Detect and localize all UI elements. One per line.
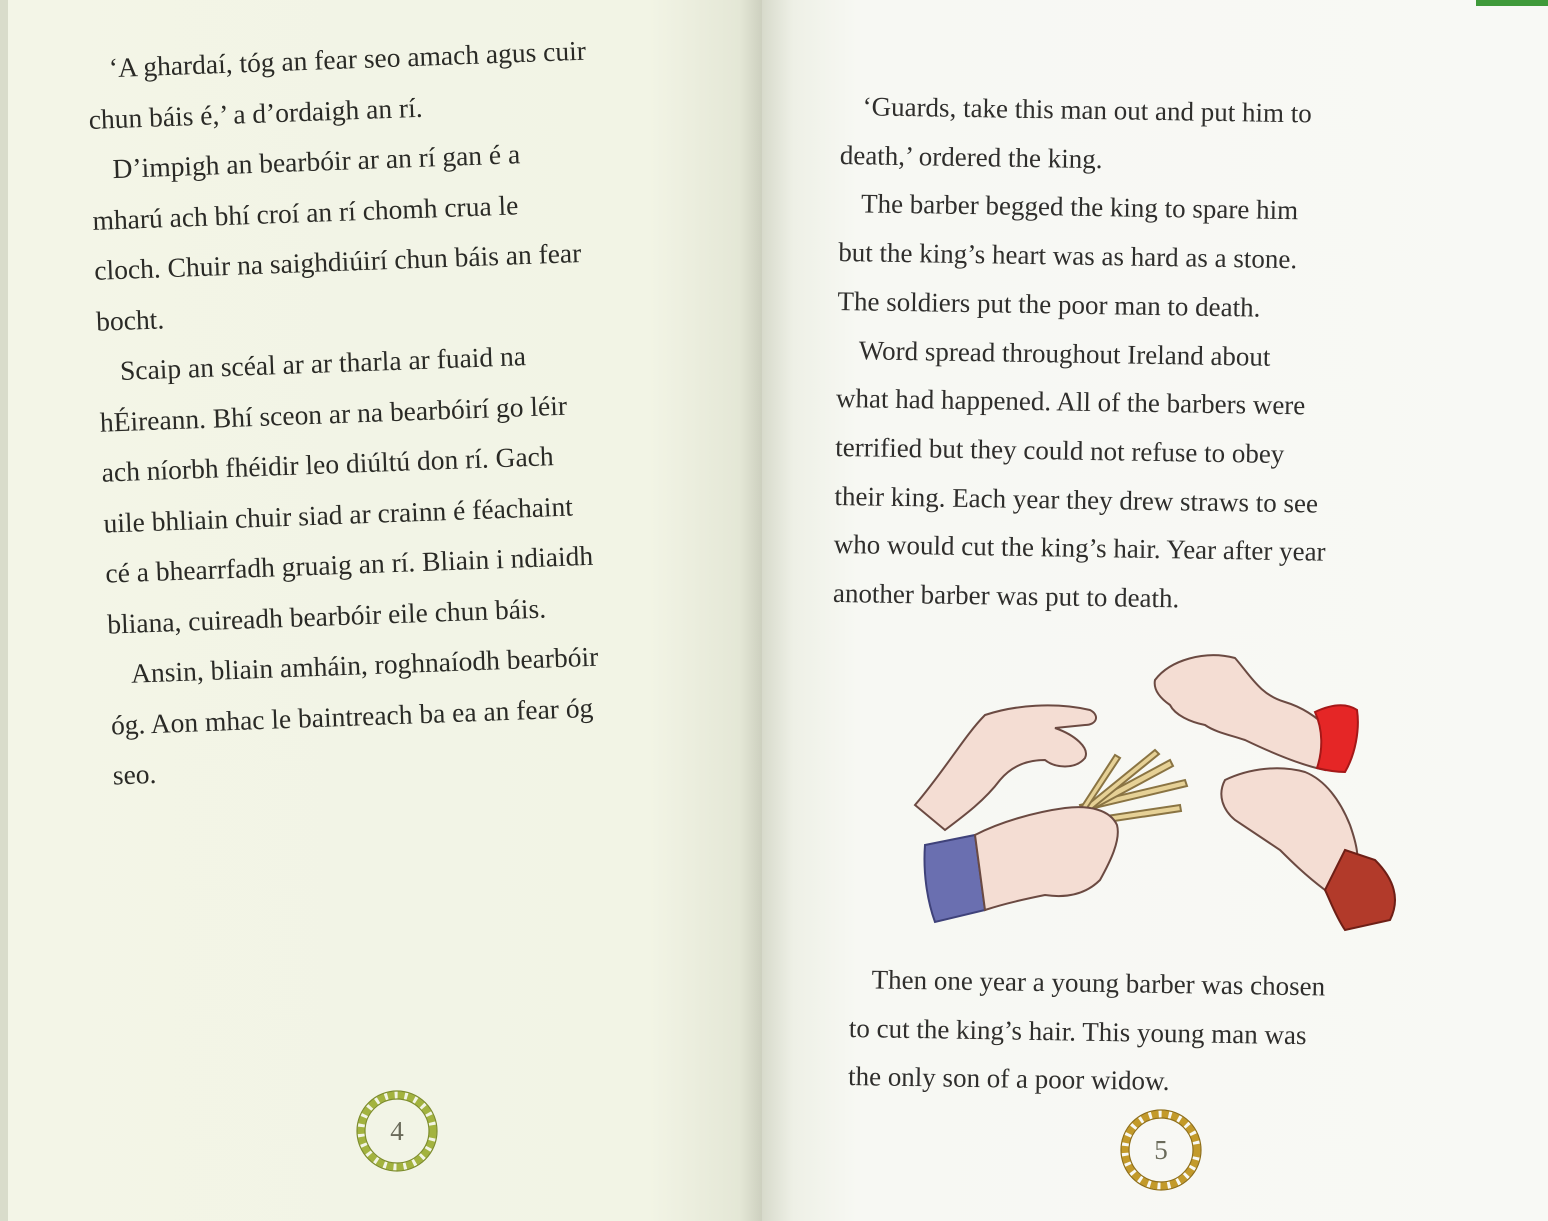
text-line: bliana, cuireadh bearbóir eile chun báis. [106, 592, 547, 640]
text-line: cloch. Chuir na saighdiúirí chun báis an fear [93, 237, 582, 286]
page-number-badge-left [354, 1088, 440, 1174]
paragraph [97, 324, 728, 650]
text-line: The barber begged the king to spare him [860, 188, 1299, 226]
top-right-hand [1155, 655, 1330, 770]
text-line: Ansin, bliain amháin, roghnaíodh bearbóir [130, 640, 599, 689]
paragraph [833, 325, 1478, 627]
text-line: ach níorbh fhéidir leo diúltú don rí. Gach [101, 440, 555, 488]
paragraph [90, 122, 717, 347]
paragraph [848, 955, 1490, 1111]
text-line: ‘Guards, take this man out and put him to [862, 91, 1312, 129]
text-line: uile bhliain chuir siad ar crainn é féachaint [102, 489, 574, 539]
page-number: 4 [390, 1115, 404, 1146]
text-line: but the king’s heart was as hard as a stone. [838, 237, 1298, 275]
text-line: ‘A ghardaí, tóg an fear seo amach agus cuir [108, 34, 587, 84]
left-lower-hand [975, 807, 1118, 910]
text-line: Then one year a young barber was chosen [871, 964, 1326, 1002]
text-line: the only son of a poor widow. [847, 1061, 1170, 1097]
paragraph [837, 179, 1479, 335]
text-line: to cut the king’s hair. This young man was [848, 1012, 1307, 1050]
text-line: óg. Aon mhac le baintreach ba ea an fear óg [110, 691, 594, 741]
text-line: cé a bhearrfadh gruaig an rí. Bliain i ndiaidh [104, 539, 594, 589]
text-line: Scaip an scéal ar ar tharla ar fuaid na [119, 340, 527, 386]
cover-edge [1476, 0, 1548, 6]
page-number: 5 [1154, 1134, 1168, 1165]
text-line: terrified but they could not refuse to obey [835, 431, 1285, 469]
text-line: seo. [112, 757, 157, 791]
hands-drawing-straws-illustration [905, 640, 1415, 940]
text-line: D’impigh an bearbóir ar an rí gan é a [112, 138, 521, 185]
text-line: hÉireann. Bhí sceon ar na bearbóirí go léir [99, 389, 568, 438]
text-line: mharú ach bhí croí an rí chomh crua le [91, 188, 519, 236]
paragraph [839, 82, 1480, 189]
text-line: their king. Each year they drew straws to see [834, 480, 1319, 519]
right-page-bottom-text [848, 955, 1490, 1111]
text-line: The soldiers put the poor man to death. [837, 285, 1261, 323]
text-line: Word spread throughout Ireland about [858, 334, 1271, 372]
text-line: another barber was put to death. [832, 577, 1180, 614]
red-cuff [1315, 705, 1358, 772]
text-line: death,’ ordered the king. [839, 139, 1103, 174]
text-line: who would cut the king’s hair. Year after year [833, 529, 1326, 567]
text-line: chun báis é,’ a d’ordaigh an rí. [88, 91, 424, 135]
page-number-badge-right [1118, 1107, 1204, 1193]
text-line: what had happened. All of the barbers were [835, 383, 1306, 421]
left-page-text [86, 21, 733, 801]
text-line: bocht. [95, 302, 165, 337]
paragraph [108, 627, 733, 801]
right-page-text [833, 82, 1481, 628]
